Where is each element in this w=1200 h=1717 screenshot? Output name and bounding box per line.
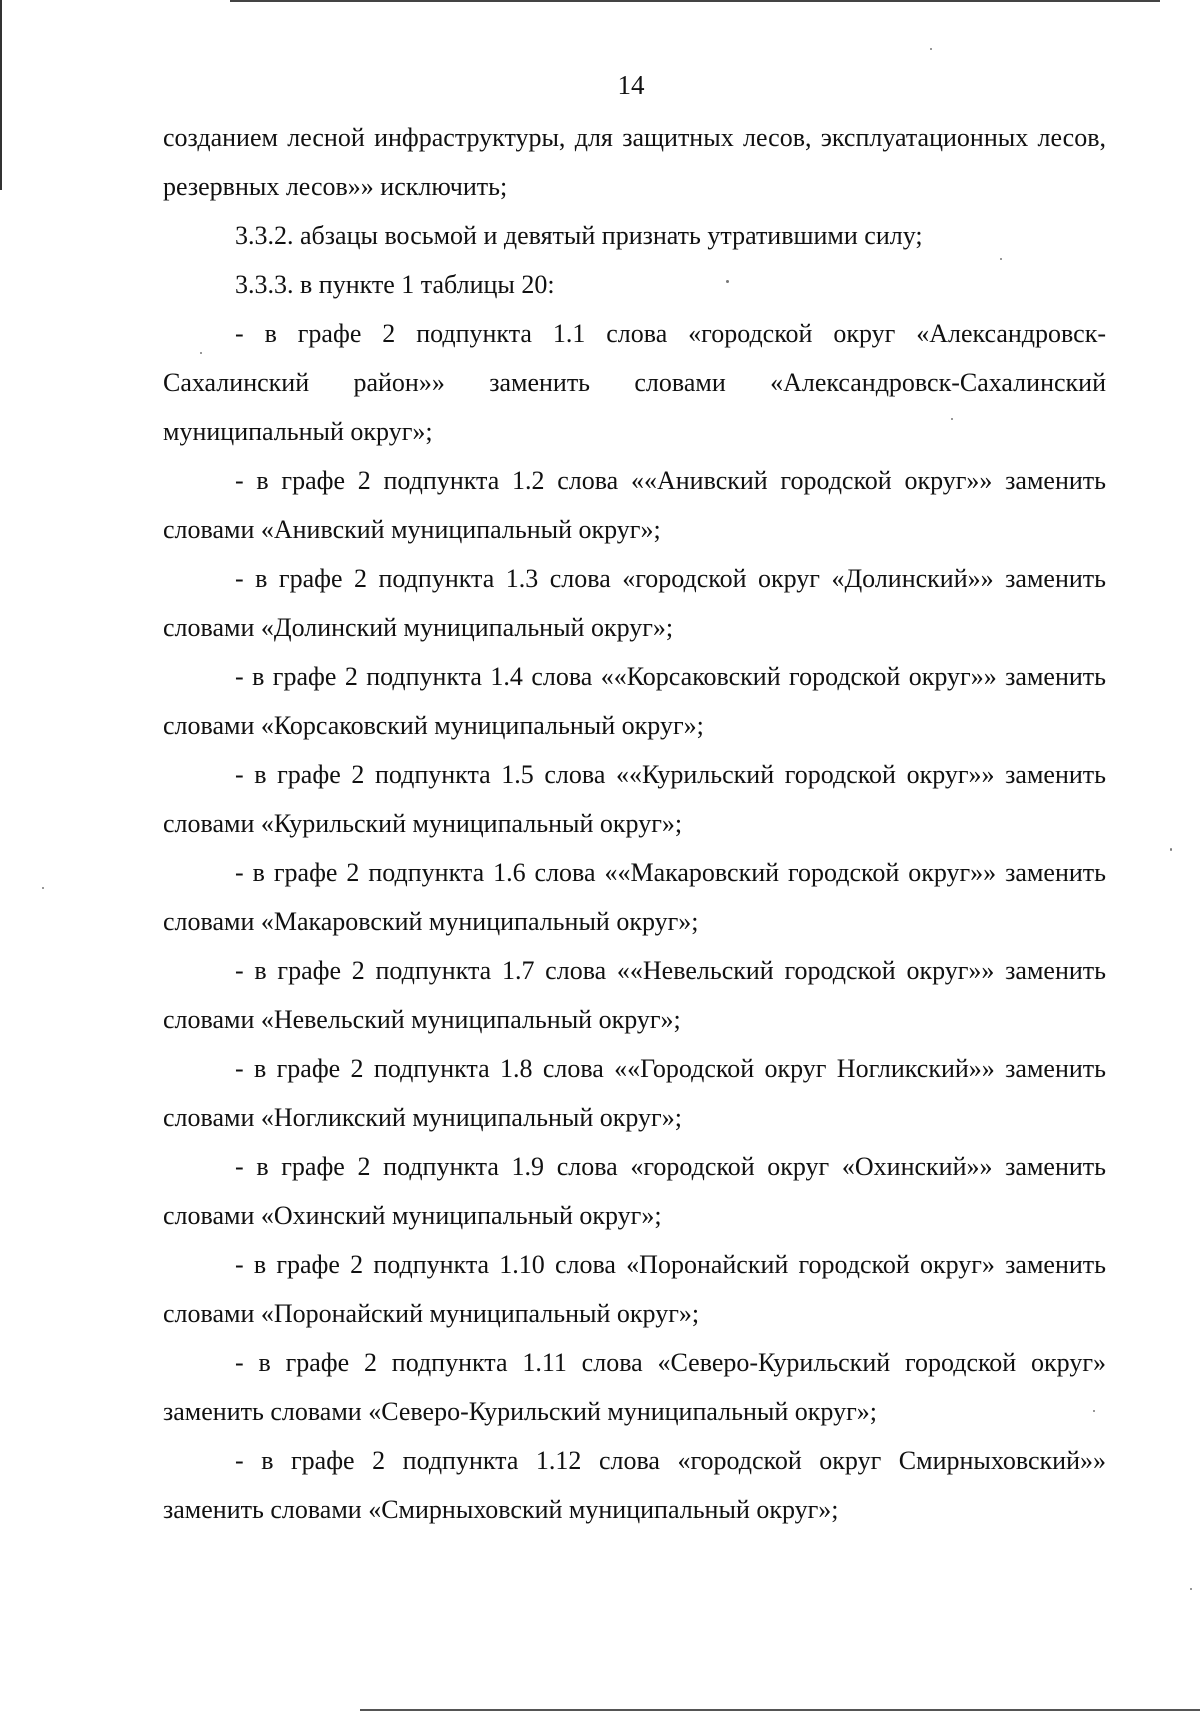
paragraph: - в графе 2 подпункта 1.5 слова ««Курильский городской округ»» заменить словами «Курильский муниципальный округ»; — [163, 760, 1106, 838]
scan-speck — [42, 887, 44, 889]
paragraph: - в графе 2 подпункта 1.2 слова ««Анивский городской округ»» заменить словами «Анивский муниципальный округ»; — [163, 466, 1106, 544]
page-number: 14 — [617, 70, 645, 100]
paragraph: созданием лесной инфраструктуры, для защитных лесов, эксплуатационных лесов, резервных лесов»» исключить; — [163, 123, 1106, 201]
scan-speck — [1170, 848, 1172, 851]
paragraph: - в графе 2 подпункта 1.1 слова «городской округ «Александровск-Сахалинский район»» заменить словами «Александровск-Сахалинский муниципальный округ»; — [163, 319, 1106, 446]
paragraph: 3.3.2. абзацы восьмой и девятый признать утратившими силу; — [235, 221, 923, 250]
document-body — [163, 113, 1106, 1534]
paragraph: - в графе 2 подпункта 1.7 слова ««Невельский городской округ»» заменить словами «Невельский муниципальный округ»; — [163, 956, 1106, 1034]
paragraph: - в графе 2 подпункта 1.12 слова «городской округ Смирныховский»» заменить словами «Смирныховский муниципальный округ»; — [163, 1446, 1106, 1524]
scan-speck — [930, 48, 932, 50]
paragraph: - в графе 2 подпункта 1.9 слова «городской округ «Охинский»» заменить словами «Охинский муниципальный округ»; — [163, 1152, 1106, 1230]
paragraph: - в графе 2 подпункта 1.8 слова ««Городской округ Ногликский»» заменить словами «Ногликский муниципальный округ»; — [163, 1054, 1106, 1132]
scan-speck — [1190, 1588, 1192, 1590]
scan-edge-bottom — [360, 1709, 1200, 1711]
paragraph: - в графе 2 подпункта 1.10 слова «Поронайский городской округ» заменить словами «Поронайский муниципальный округ»; — [163, 1250, 1106, 1328]
paragraph: - в графе 2 подпункта 1.3 слова «городской округ «Долинский»» заменить словами «Долинский муниципальный округ»; — [163, 564, 1106, 642]
paragraph: - в графе 2 подпункта 1.6 слова ««Макаровский городской округ»» заменить словами «Макаровский муниципальный округ»; — [163, 858, 1106, 936]
paragraph: - в графе 2 подпункта 1.11 слова «Северо-Курильский городской округ» заменить словами «Северо-Курильский муниципальный округ»; — [163, 1348, 1106, 1426]
scan-edge-top — [230, 0, 1160, 2]
paragraph: 3.3.3. в пункте 1 таблицы 20: — [235, 270, 555, 299]
paragraph: - в графе 2 подпункта 1.4 слова ««Корсаковский городской округ»» заменить словами «Корсаковский муниципальный округ»; — [163, 662, 1106, 740]
